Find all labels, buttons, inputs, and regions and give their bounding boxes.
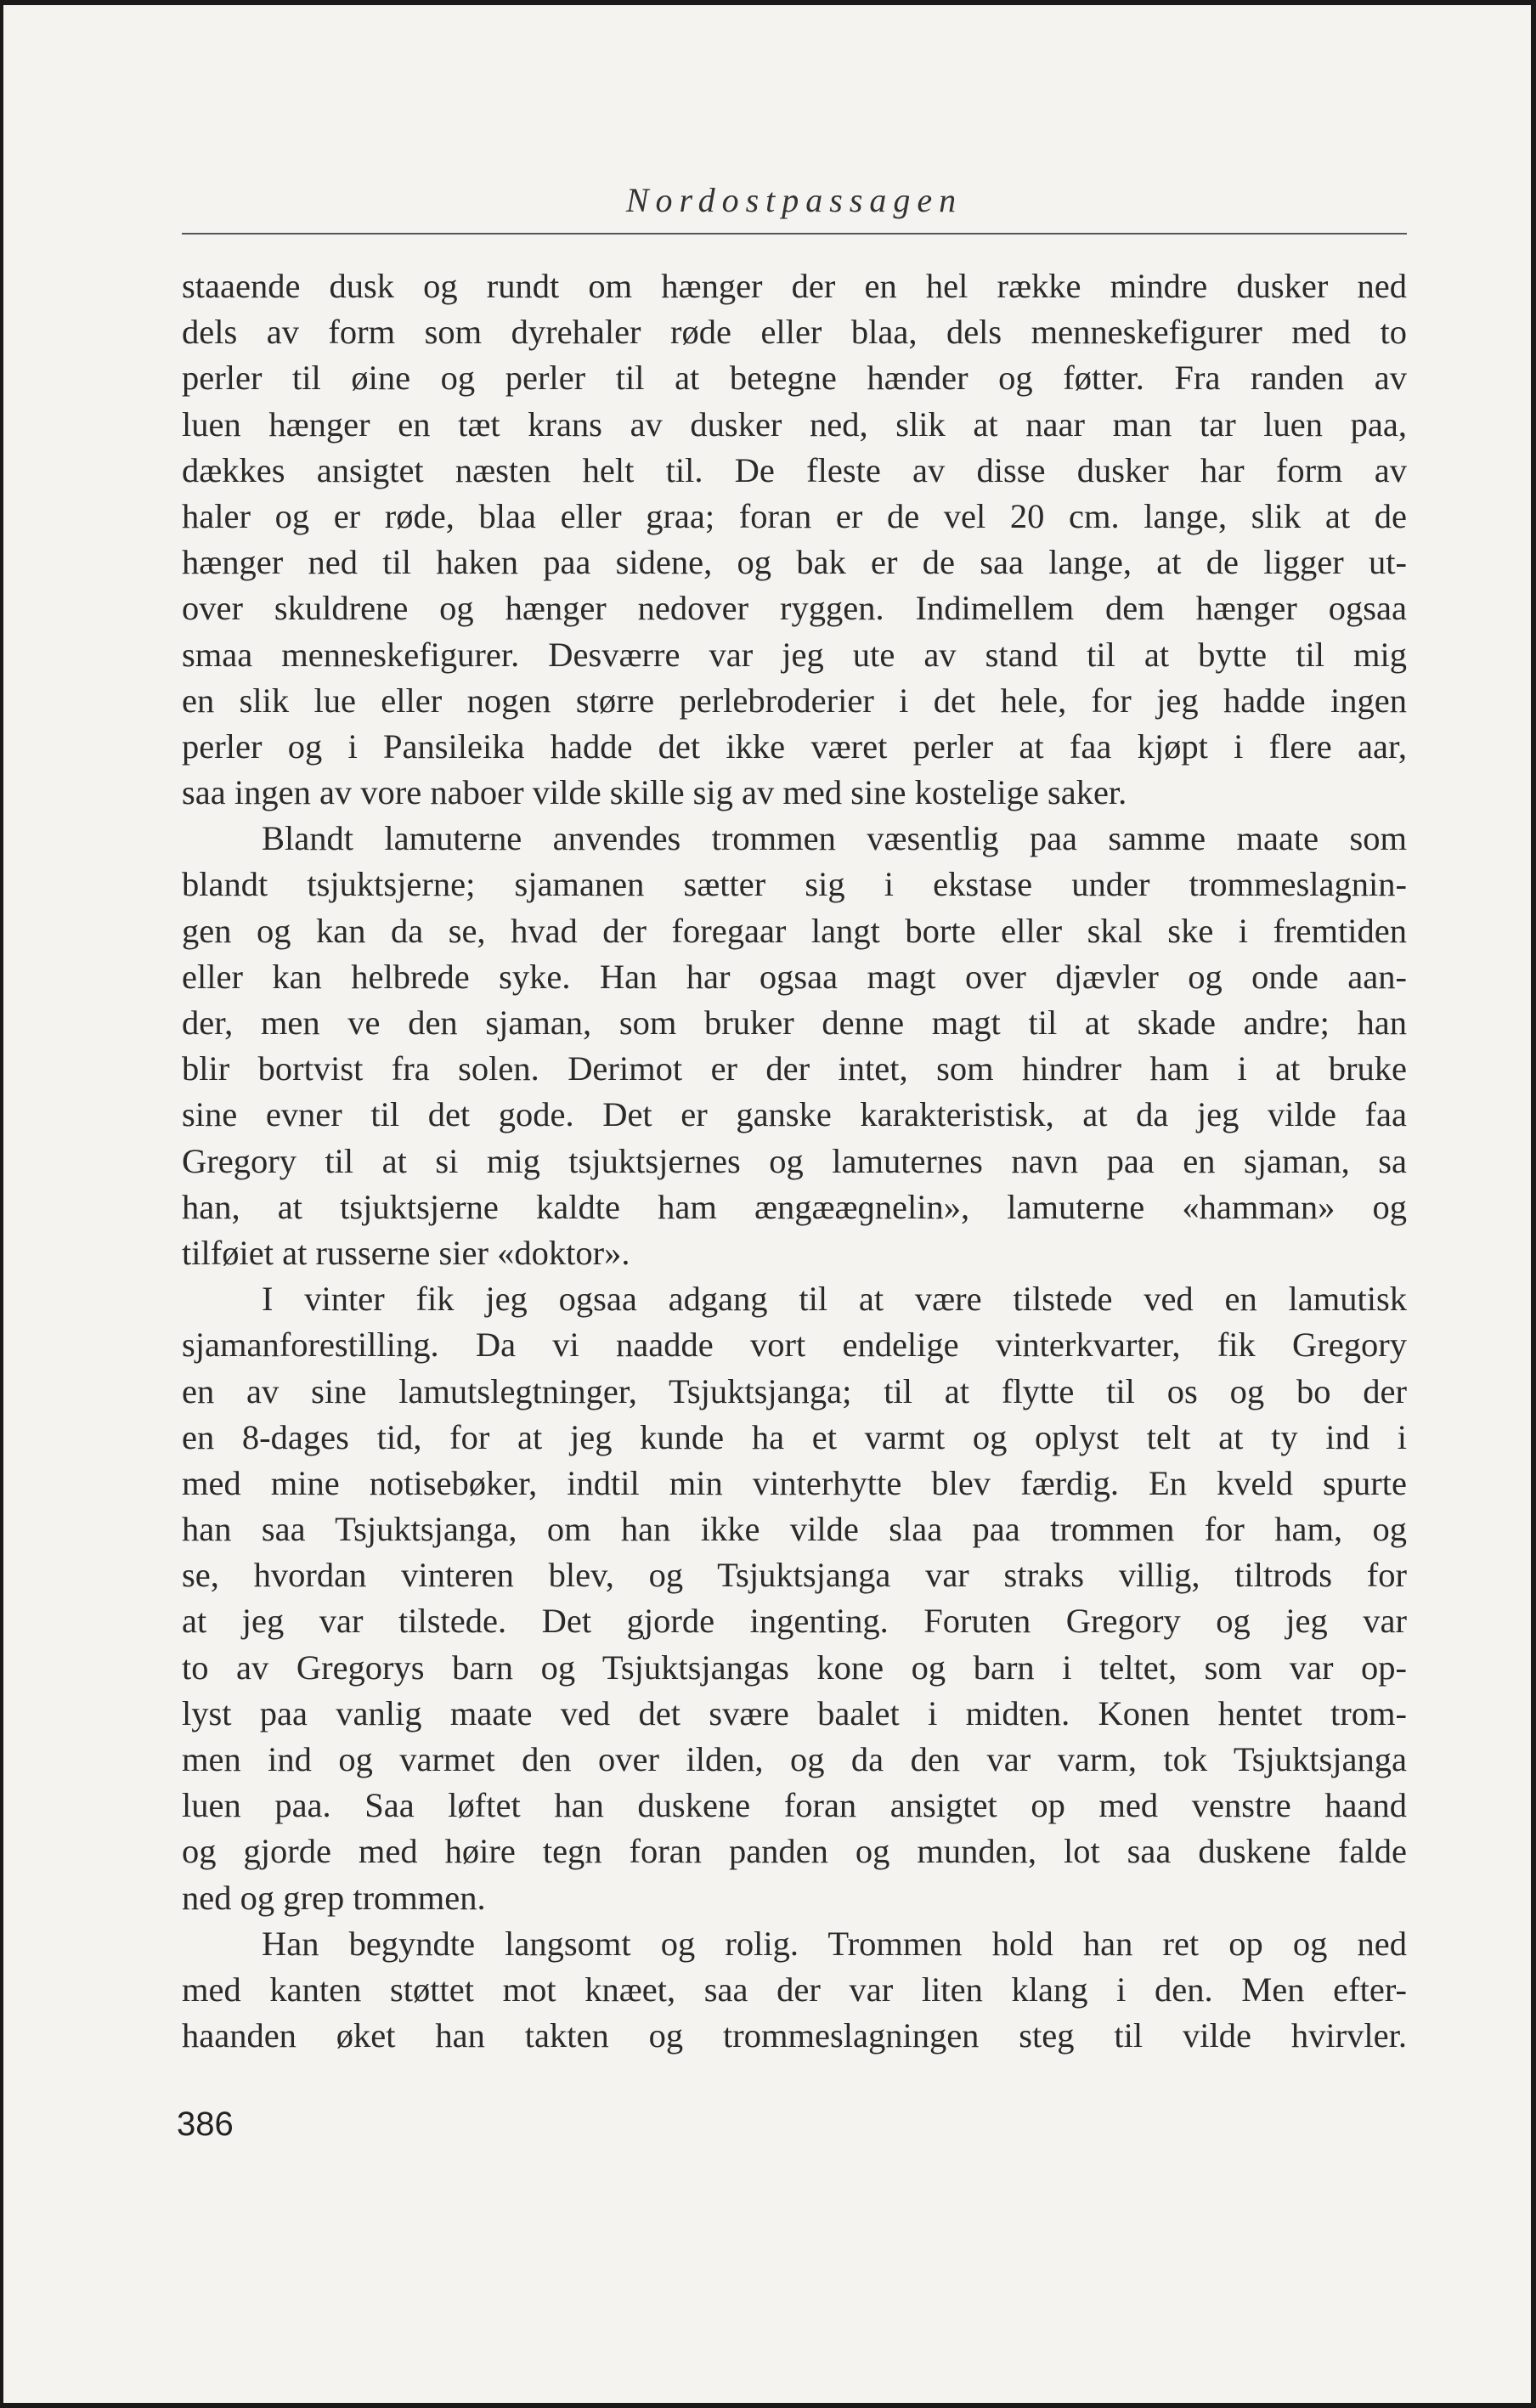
text-line: staaende dusk og rundt om hænger der en hel række mindre dusker ned [182,267,1407,305]
text-line: eller kan helbrede syke. Han har ogsaa magt over djævler og onde aan- [182,957,1407,996]
text-line: saa ingen av vore naboer vilde skille sig av med sine kostelige saker. [182,773,1127,812]
text-line: dækkes ansigtet næsten helt til. De fleste av disse dusker har form av [182,450,1407,489]
scan-border-left [0,0,3,2408]
text-line: med kanten støttet mot knæet, saa der var liten klang i den. Men efter- [182,1970,1407,2009]
text-line: gen og kan da se, hvad der foregaar langt borte eller skal ske i fremtiden [182,911,1407,950]
text-line: blandt tsjuktsjerne; sjamanen sætter sig i ekstase under trommeslagnin- [182,865,1407,904]
text-line: Han begyndte langsomt og rolig. Trommen hold han ret op og ned [262,1924,1407,1963]
text-line: og gjorde med høire tegn foran panden og munden, lot saa duskene falde [182,1832,1407,1871]
text-line: perler til øine og perler til at betegne hænder og føtter. Fra randen av [182,359,1407,398]
header-rule [182,233,1407,235]
running-head: Nordostpassagen [625,181,963,219]
body-text [182,263,1407,2059]
text-line: en av sine lamutslegtninger, Tsjuktsjanga; til at flytte til os og bo der [182,1371,1407,1410]
text-line: tilføiet at russerne sier «doktor». [182,1233,630,1272]
text-line: lyst paa vanlig maate ved det svære baalet i midten. Konen hentet trom- [182,1693,1407,1733]
text-line: en slik lue eller nogen større perlebroderier i det hele, for jeg hadde ingen [182,681,1407,720]
text-line: med mine notisebøker, indtil min vinterhytte blev færdig. En kveld spurte [182,1463,1407,1502]
text-line: en 8-dages tid, for at jeg kunde ha et varmt og oplyst telt at ty ind i [182,1417,1407,1456]
text-line: han, at tsjuktsjerne kaldte ham ængææɡnelin», lamuterne «hamman» og [182,1187,1407,1226]
text-line: Blandt lamuterne anvendes trommen væsentlig paa samme maate som [262,819,1407,858]
text-line: smaa menneskefigurer. Desværre var jeg ute av stand til at bytte til mig [182,635,1407,674]
text-line: hænger ned til haken paa sidene, og bak er de saa lange, at de ligger ut- [182,543,1407,582]
text-line: blir bortvist fra solen. Derimot er der intet, som hindrer ham i at bruke [182,1049,1407,1088]
text-line: Gregory til at si mig tsjuktsjernes og lamuternes navn paa en sjaman, sa [182,1141,1407,1180]
scan-border-bottom [0,2403,1536,2408]
scan-border-right [1531,0,1536,2408]
text-line: dels av form som dyrehaler røde eller blaa, dels menneskefigurer med to [182,313,1407,352]
text-line: han saa Tsjuktsjanga, om han ikke vilde slaa paa trommen for ham, og [182,1510,1407,1549]
text-line: haanden øket han takten og trommeslagningen steg til vilde hvirvler. [182,2016,1407,2055]
text-line: to av Gregorys barn og Tsjuktsjangas kone og barn i teltet, som var op- [182,1648,1407,1687]
text-line: der, men ve den sjaman, som bruker denne magt til at skade andre; han [182,1003,1407,1042]
scan-border-top [0,0,1536,5]
text-line: sine evner til det gode. Det er ganske karakteristisk, at da jeg vilde faa [182,1095,1407,1134]
text-line: luen hænger en tæt krans av dusker ned, slik at naar man tar luen paa, [182,404,1407,444]
text-line: sjamanforestilling. Da vi naadde vort endelige vinterkvarter, fik Gregory [182,1326,1407,1365]
text-line: perler og i Pansileika hadde det ikke været perler at faa kjøpt i flere aar, [182,726,1407,766]
text-line: over skuldrene og hænger nedover ryggen. Indimellem dem hænger ogsaa [182,589,1407,628]
text-line: at jeg var tilstede. Det gjorde ingenting. Foruten Gregory og jeg var [182,1602,1407,1641]
text-line: I vinter fik jeg ogsaa adgang til at være tilstede ved en lamutisk [262,1280,1407,1319]
text-line: se, hvordan vinteren blev, og Tsjuktsjanga var straks villig, tiltrods for [182,1556,1407,1595]
text-line: haler og er røde, blaa eller graa; foran er de vel 20 cm. lange, slik at de [182,496,1407,535]
text-line: men ind og varmet den over ilden, og da den var varm, tok Tsjuktsjanga [182,1740,1407,1778]
text-line: ned og grep trommen. [182,1878,486,1917]
page-number: 386 [177,2106,234,2143]
text-line: luen paa. Saa løftet han duskene foran ansigtet op med venstre haand [182,1786,1407,1825]
